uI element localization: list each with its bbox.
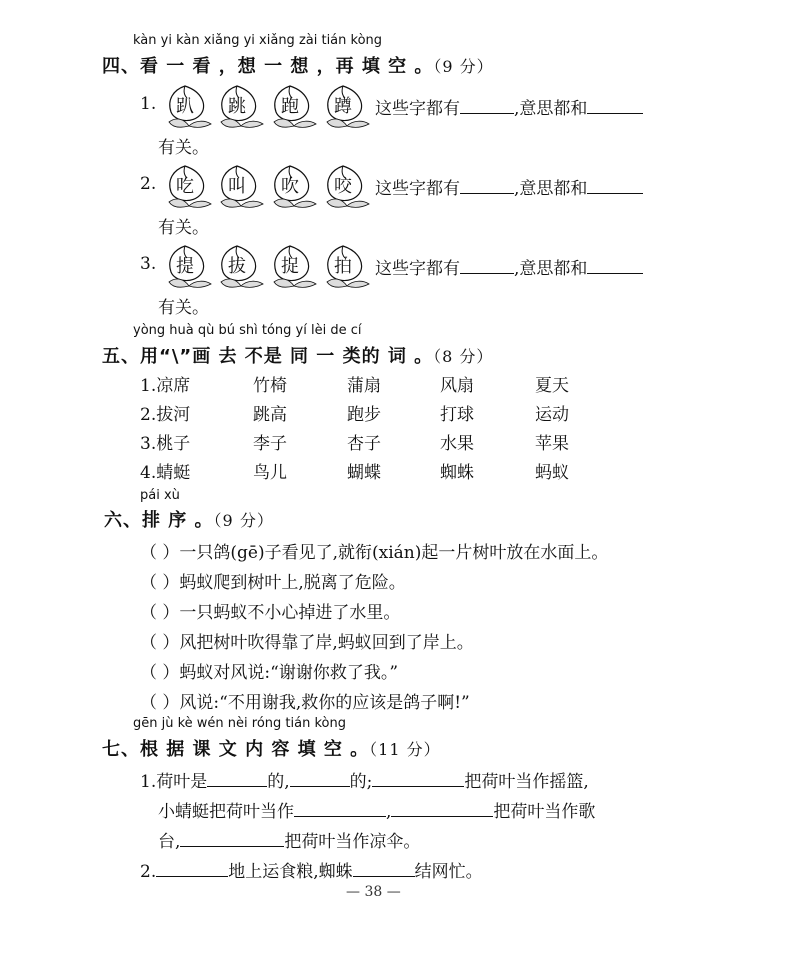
fill-text: 把荷叶当作凉伞。 bbox=[284, 832, 421, 852]
peach-icon bbox=[163, 162, 213, 212]
peach-icon bbox=[215, 242, 265, 292]
page-number: — 38 — bbox=[346, 884, 401, 900]
peach-icon bbox=[163, 242, 213, 292]
word-cell[interactable]: 4.蜻蜓 bbox=[140, 463, 191, 483]
order-item bbox=[140, 568, 406, 593]
word-cell[interactable]: 竹椅 bbox=[253, 376, 287, 396]
order-answer-box[interactable]: （ ） bbox=[140, 543, 180, 563]
answer-blank[interactable] bbox=[587, 179, 643, 194]
section4-title bbox=[102, 52, 494, 78]
answer-blank[interactable] bbox=[391, 802, 493, 817]
s4-row3-text2: ,意思都和 bbox=[514, 259, 588, 279]
order-item bbox=[140, 628, 474, 653]
peach-icon bbox=[268, 82, 318, 132]
word-cell[interactable]: 夏天 bbox=[535, 376, 569, 396]
s4-row2-text2: ,意思都和 bbox=[514, 179, 588, 199]
answer-blank[interactable] bbox=[156, 862, 228, 877]
order-answer-box[interactable]: （ ） bbox=[140, 693, 180, 713]
word-cell[interactable]: 跑步 bbox=[347, 405, 381, 425]
s4-row3-text1: 这些字都有 bbox=[375, 259, 460, 279]
s4-row3-text bbox=[375, 254, 643, 279]
s4-row1-cont: 有关。 bbox=[158, 138, 209, 158]
answer-blank[interactable] bbox=[460, 99, 514, 114]
word-cell[interactable]: 风扇 bbox=[440, 376, 474, 396]
fill-text: 把荷叶当作歌 bbox=[493, 802, 596, 822]
section6-pinyin: pái xù bbox=[140, 488, 180, 503]
order-answer-box[interactable]: （ ） bbox=[140, 603, 180, 623]
word-cell[interactable]: 蒲扇 bbox=[347, 376, 381, 396]
peach-char: 提 bbox=[176, 256, 194, 277]
word-cell[interactable]: 苹果 bbox=[535, 434, 569, 454]
peach-char: 跳 bbox=[228, 96, 246, 117]
fill-text: 把荷叶当作摇篮, bbox=[464, 772, 589, 792]
peach-char: 吃 bbox=[176, 176, 194, 197]
s4-row2-text1: 这些字都有 bbox=[375, 179, 460, 199]
section4-pinyin: kàn yi kàn xiǎng yi xiǎng zài tián kòng bbox=[133, 33, 383, 48]
order-answer-box[interactable]: （ ） bbox=[140, 633, 180, 653]
peach-icon bbox=[215, 162, 265, 212]
fill-line-3 bbox=[158, 827, 420, 852]
section4-title-text: 四、看 一 看 ，想 一 想 ，再 填 空 。 bbox=[102, 56, 434, 77]
peach-icon bbox=[321, 82, 371, 132]
word-cell[interactable]: 2.拔河 bbox=[140, 405, 191, 425]
peach-icon bbox=[268, 162, 318, 212]
fill-line-1 bbox=[140, 767, 589, 792]
order-item-text: 风说:“不用谢我,救你的应该是鸽子啊!” bbox=[179, 693, 470, 713]
peach-char: 捉 bbox=[281, 256, 299, 277]
peach-icon bbox=[321, 242, 371, 292]
order-item bbox=[140, 688, 470, 713]
fill-text: 结网忙。 bbox=[414, 862, 483, 882]
answer-blank[interactable] bbox=[460, 179, 514, 194]
section7-title bbox=[102, 735, 441, 761]
peach-char: 咬 bbox=[334, 176, 352, 197]
word-cell[interactable]: 运动 bbox=[535, 405, 569, 425]
section7-title-text: 七、根 据 课 文 内 容 填 空 。 bbox=[102, 739, 370, 760]
word-cell[interactable]: 鸟儿 bbox=[253, 463, 287, 483]
section5-pinyin: yòng huà qù bú shì tóng yí lèi de cí bbox=[133, 323, 362, 338]
order-item bbox=[140, 538, 608, 563]
order-item-text: 蚂蚁对风说:“谢谢你救了我。” bbox=[179, 663, 399, 683]
order-answer-box[interactable]: （ ） bbox=[140, 663, 180, 683]
word-cell[interactable]: 李子 bbox=[253, 434, 287, 454]
section7-score: （11 分） bbox=[369, 740, 441, 759]
s4-row3-cont: 有关。 bbox=[158, 298, 209, 318]
order-answer-box[interactable]: （ ） bbox=[140, 573, 180, 593]
answer-blank[interactable] bbox=[353, 862, 415, 877]
peach-char: 拔 bbox=[228, 256, 246, 277]
word-cell[interactable]: 3.桃子 bbox=[140, 434, 191, 454]
fill-text: 地上运食粮,蜘蛛 bbox=[228, 862, 353, 882]
order-item bbox=[140, 658, 398, 683]
fill-text: 2. bbox=[140, 862, 157, 882]
fill-text: 台, bbox=[158, 832, 181, 852]
answer-blank[interactable] bbox=[207, 772, 267, 787]
section5-title bbox=[102, 342, 493, 368]
peach-icon bbox=[321, 162, 371, 212]
answer-blank[interactable] bbox=[460, 259, 514, 274]
section6-score: （9 分） bbox=[213, 511, 274, 530]
word-cell[interactable]: 跳高 bbox=[253, 405, 287, 425]
section4-score: （9 分） bbox=[433, 57, 494, 76]
word-cell[interactable]: 1.凉席 bbox=[140, 376, 191, 396]
word-cell[interactable]: 打球 bbox=[440, 405, 474, 425]
s4-row1-text bbox=[375, 94, 643, 119]
answer-blank[interactable] bbox=[587, 99, 643, 114]
peach-char: 趴 bbox=[176, 96, 194, 117]
fill-text: 小蜻蜓把荷叶当作 bbox=[158, 802, 294, 822]
fill-text: 的; bbox=[349, 772, 373, 792]
order-item bbox=[140, 598, 400, 623]
section7-pinyin: gēn jù kè wén nèi róng tián kòng bbox=[133, 716, 346, 731]
peach-icon bbox=[215, 82, 265, 132]
section5-score: （8 分） bbox=[433, 347, 494, 366]
answer-blank[interactable] bbox=[290, 772, 350, 787]
answer-blank[interactable] bbox=[372, 772, 464, 787]
s4-row1-text2: ,意思都和 bbox=[514, 99, 588, 119]
s4-row3-num: 3. bbox=[140, 254, 157, 274]
peach-icon bbox=[163, 82, 213, 132]
peach-icon bbox=[268, 242, 318, 292]
s4-row2-num: 2. bbox=[140, 174, 157, 194]
peach-char: 叫 bbox=[228, 176, 246, 197]
word-cell[interactable]: 蝴蝶 bbox=[347, 463, 381, 483]
word-cell[interactable]: 蚂蚁 bbox=[535, 463, 569, 483]
order-item-text: 一只蚂蚁不小心掉进了水里。 bbox=[179, 603, 401, 623]
fill-text: 的, bbox=[267, 772, 290, 792]
fill-line-2 bbox=[158, 797, 595, 822]
s4-row1-num: 1. bbox=[140, 94, 157, 114]
section6-title bbox=[104, 506, 274, 532]
s4-row1-text1: 这些字都有 bbox=[375, 99, 460, 119]
answer-blank[interactable] bbox=[587, 259, 643, 274]
word-cell[interactable]: 蜘蛛 bbox=[440, 463, 474, 483]
s4-row2-text bbox=[375, 174, 643, 199]
s4-row2-cont: 有关。 bbox=[158, 218, 209, 238]
fill-text: 1.荷叶是 bbox=[140, 772, 208, 792]
order-item-text: 风把树叶吹得靠了岸,蚂蚁回到了岸上。 bbox=[179, 633, 474, 653]
section6-title-text: 六、排 序 。 bbox=[104, 510, 214, 531]
peach-char: 蹲 bbox=[334, 96, 352, 117]
section5-title-text: 五、用“\”画 去 不是 同 一 类的 词 。 bbox=[102, 346, 434, 367]
peach-char: 跑 bbox=[281, 96, 299, 117]
order-item-text: 蚂蚁爬到树叶上,脱离了危险。 bbox=[179, 573, 406, 593]
word-cell[interactable]: 杏子 bbox=[347, 434, 381, 454]
fill-line-4 bbox=[140, 857, 483, 882]
answer-blank[interactable] bbox=[294, 802, 386, 817]
peach-char: 拍 bbox=[334, 256, 352, 277]
word-cell[interactable]: 水果 bbox=[440, 434, 474, 454]
peach-char: 吹 bbox=[281, 176, 299, 197]
answer-blank[interactable] bbox=[180, 832, 284, 847]
order-item-text: 一只鸽(gē)子看见了,就衔(xián)起一片树叶放在水面上。 bbox=[179, 543, 609, 563]
fill-text: , bbox=[386, 802, 392, 822]
